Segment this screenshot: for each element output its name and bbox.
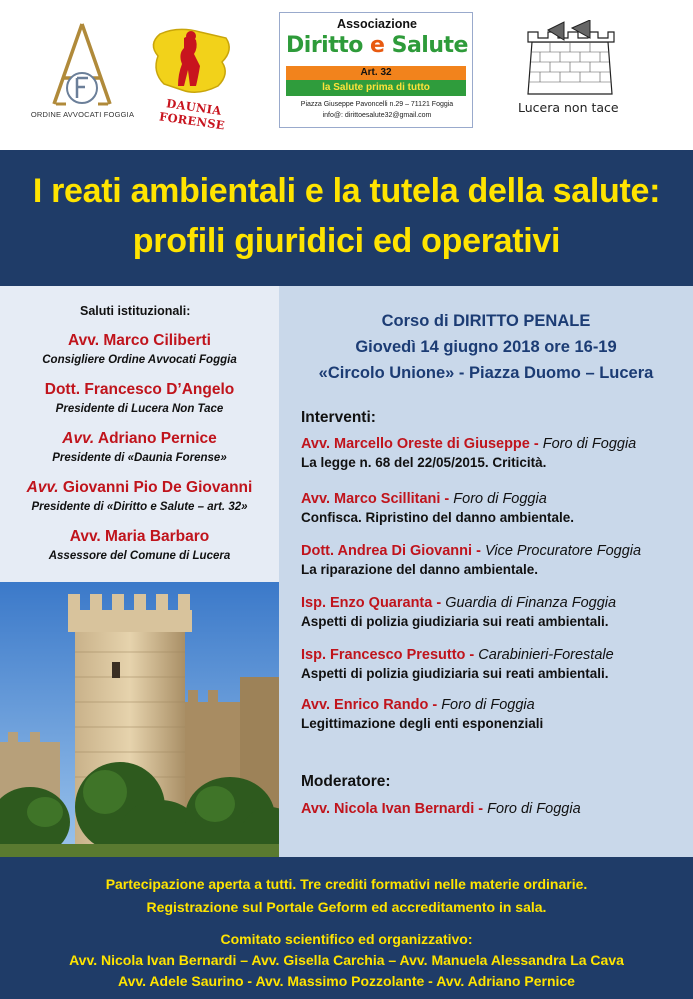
logo-strip bbox=[0, 0, 693, 150]
assoc-name: Diritto e Salute bbox=[286, 33, 468, 58]
assoc-motto: la Salute prima di tutto bbox=[286, 80, 466, 96]
intervento-speaker: Avv. Marco Scillitani - bbox=[301, 491, 450, 507]
interventi-heading: Interventi: bbox=[301, 409, 376, 426]
assoc-email: info@: dirittoesalute32@gmail.com bbox=[322, 112, 432, 119]
intervento-topic: Legittimazione degli enti esponenziali bbox=[301, 716, 544, 731]
saluti-speaker bbox=[0, 479, 279, 513]
intervento-item bbox=[301, 647, 691, 681]
moderatore-affiliation: Foro di Foggia bbox=[483, 801, 581, 817]
lucera-non-tace-logo bbox=[510, 20, 640, 128]
intervento-affiliation: Guardia di Finanza Foggia bbox=[441, 595, 617, 611]
intervento-speaker: Avv. Enrico Rando - bbox=[301, 697, 438, 713]
intervento-topic: La legge n. 68 del 22/05/2015. Criticità. bbox=[301, 455, 547, 470]
title-band bbox=[0, 150, 693, 286]
moderatore-heading: Moderatore: bbox=[301, 773, 391, 790]
intervento-topic: Confisca. Ripristino del danno ambientale. bbox=[301, 510, 575, 525]
speaker-role: Assessore del Comune di Lucera bbox=[48, 550, 231, 562]
footer-committee-members-2: Avv. Adele Saurino - Avv. Massimo Pozzolante - Avv. Adriano Pernice bbox=[118, 973, 575, 989]
footer-registration: Registrazione sul Portale Geform ed accreditamento in sala. bbox=[146, 899, 547, 915]
diritto-e-salute-logo bbox=[279, 12, 473, 128]
intervento-affiliation: Foro di Foggia bbox=[437, 697, 535, 713]
saluti-speaker bbox=[0, 381, 279, 415]
intervento-speaker: Dott. Andrea Di Giovanni - bbox=[301, 543, 481, 559]
course-name: Corso di DIRITTO PENALE bbox=[381, 312, 591, 330]
saluti-heading: Saluti istituzionali: bbox=[80, 304, 191, 318]
assoc-address: Piazza Giuseppe Pavoncelli n.29 – 71121 Foggia bbox=[300, 101, 454, 108]
speaker-role: Presidente di Lucera Non Tace bbox=[55, 403, 224, 415]
moderatore-name: Avv. Nicola Ivan Bernardi - bbox=[301, 801, 484, 817]
tower-megaphone-icon bbox=[510, 20, 640, 100]
intervento-topic: La riparazione del danno ambientale. bbox=[301, 562, 539, 577]
course-date: Giovedì 14 giugno 2018 ore 16-19 bbox=[355, 338, 617, 356]
program-panel bbox=[279, 286, 693, 857]
speaker-name: Avv. Maria Barbaro bbox=[69, 528, 210, 545]
intervento-item bbox=[301, 543, 691, 577]
ordine-monogram-icon bbox=[42, 22, 122, 110]
speaker-role: Presidente di «Diritto e Salute – art. 32» bbox=[31, 501, 248, 513]
footer-committee-heading: Comitato scientifico ed organizzativo: bbox=[220, 931, 473, 947]
assoc-art: Art. 32 bbox=[286, 66, 466, 80]
intervento-affiliation: Vice Procuratore Foggia bbox=[480, 543, 642, 559]
daunia-caption: DAUNIA FORENSE bbox=[158, 96, 226, 133]
ordine-avvocati-logo bbox=[30, 22, 135, 122]
intervento-topic: Aspetti di polizia giudiziaria sui reati ambientali. bbox=[301, 614, 609, 629]
intervento-item bbox=[301, 595, 691, 629]
intervento-topic: Aspetti di polizia giudiziaria sui reati ambientali. bbox=[301, 666, 609, 681]
footer-band bbox=[0, 857, 693, 999]
intervento-speaker: Isp. Enzo Quaranta - bbox=[301, 595, 442, 611]
speaker-name: Avv. Marco Ciliberti bbox=[68, 332, 211, 349]
castle-tower-image bbox=[0, 582, 279, 857]
moderatore-item bbox=[301, 801, 691, 817]
title-line-1: I reati ambientali e la tutela della salute: bbox=[32, 172, 661, 210]
speaker-role: Consigliere Ordine Avvocati Foggia bbox=[42, 354, 237, 366]
assoc-heading: Associazione bbox=[337, 17, 417, 31]
daunia-map-icon bbox=[138, 24, 248, 104]
saluti-speaker bbox=[0, 430, 279, 464]
intervento-affiliation: Foro di Foggia bbox=[449, 491, 547, 507]
intervento-affiliation: Foro di Foggia bbox=[538, 436, 637, 452]
course-venue: «Circolo Unione» - Piazza Duomo – Lucera bbox=[318, 364, 654, 382]
saluti-panel bbox=[0, 286, 279, 582]
speaker-role: Presidente di «Daunia Forense» bbox=[52, 452, 227, 464]
speaker-name: Avv. Adriano Pernice bbox=[62, 430, 217, 447]
footer-participation: Partecipazione aperta a tutti. Tre crediti formativi nelle materie ordinarie. bbox=[105, 876, 588, 892]
speaker-name: Dott. Francesco D’Angelo bbox=[44, 381, 235, 398]
title-line-2: profili giuridici ed operativi bbox=[132, 222, 561, 260]
ordine-caption: ORDINE AVVOCATI FOGGIA bbox=[30, 110, 135, 119]
footer-committee-members-1: Avv. Nicola Ivan Bernardi – Avv. Gisella Carchia – Avv. Manuela Alessandra La Cava bbox=[69, 952, 624, 968]
intervento-speaker: Isp. Francesco Presutto - bbox=[301, 647, 475, 663]
intervento-speaker: Avv. Marcello Oreste di Giuseppe - bbox=[301, 436, 539, 452]
saluti-speaker bbox=[0, 332, 279, 366]
intervento-affiliation: Carabinieri-Forestale bbox=[474, 647, 614, 663]
intervento-item bbox=[301, 436, 691, 470]
speaker-name: Avv. Giovanni Pio De Giovanni bbox=[26, 479, 253, 496]
intervento-item bbox=[301, 697, 691, 731]
intervento-item bbox=[301, 491, 691, 525]
lucera-caption: Lucera non tace bbox=[518, 100, 619, 115]
saluti-speaker bbox=[0, 528, 279, 562]
daunia-forense-logo bbox=[138, 24, 248, 133]
